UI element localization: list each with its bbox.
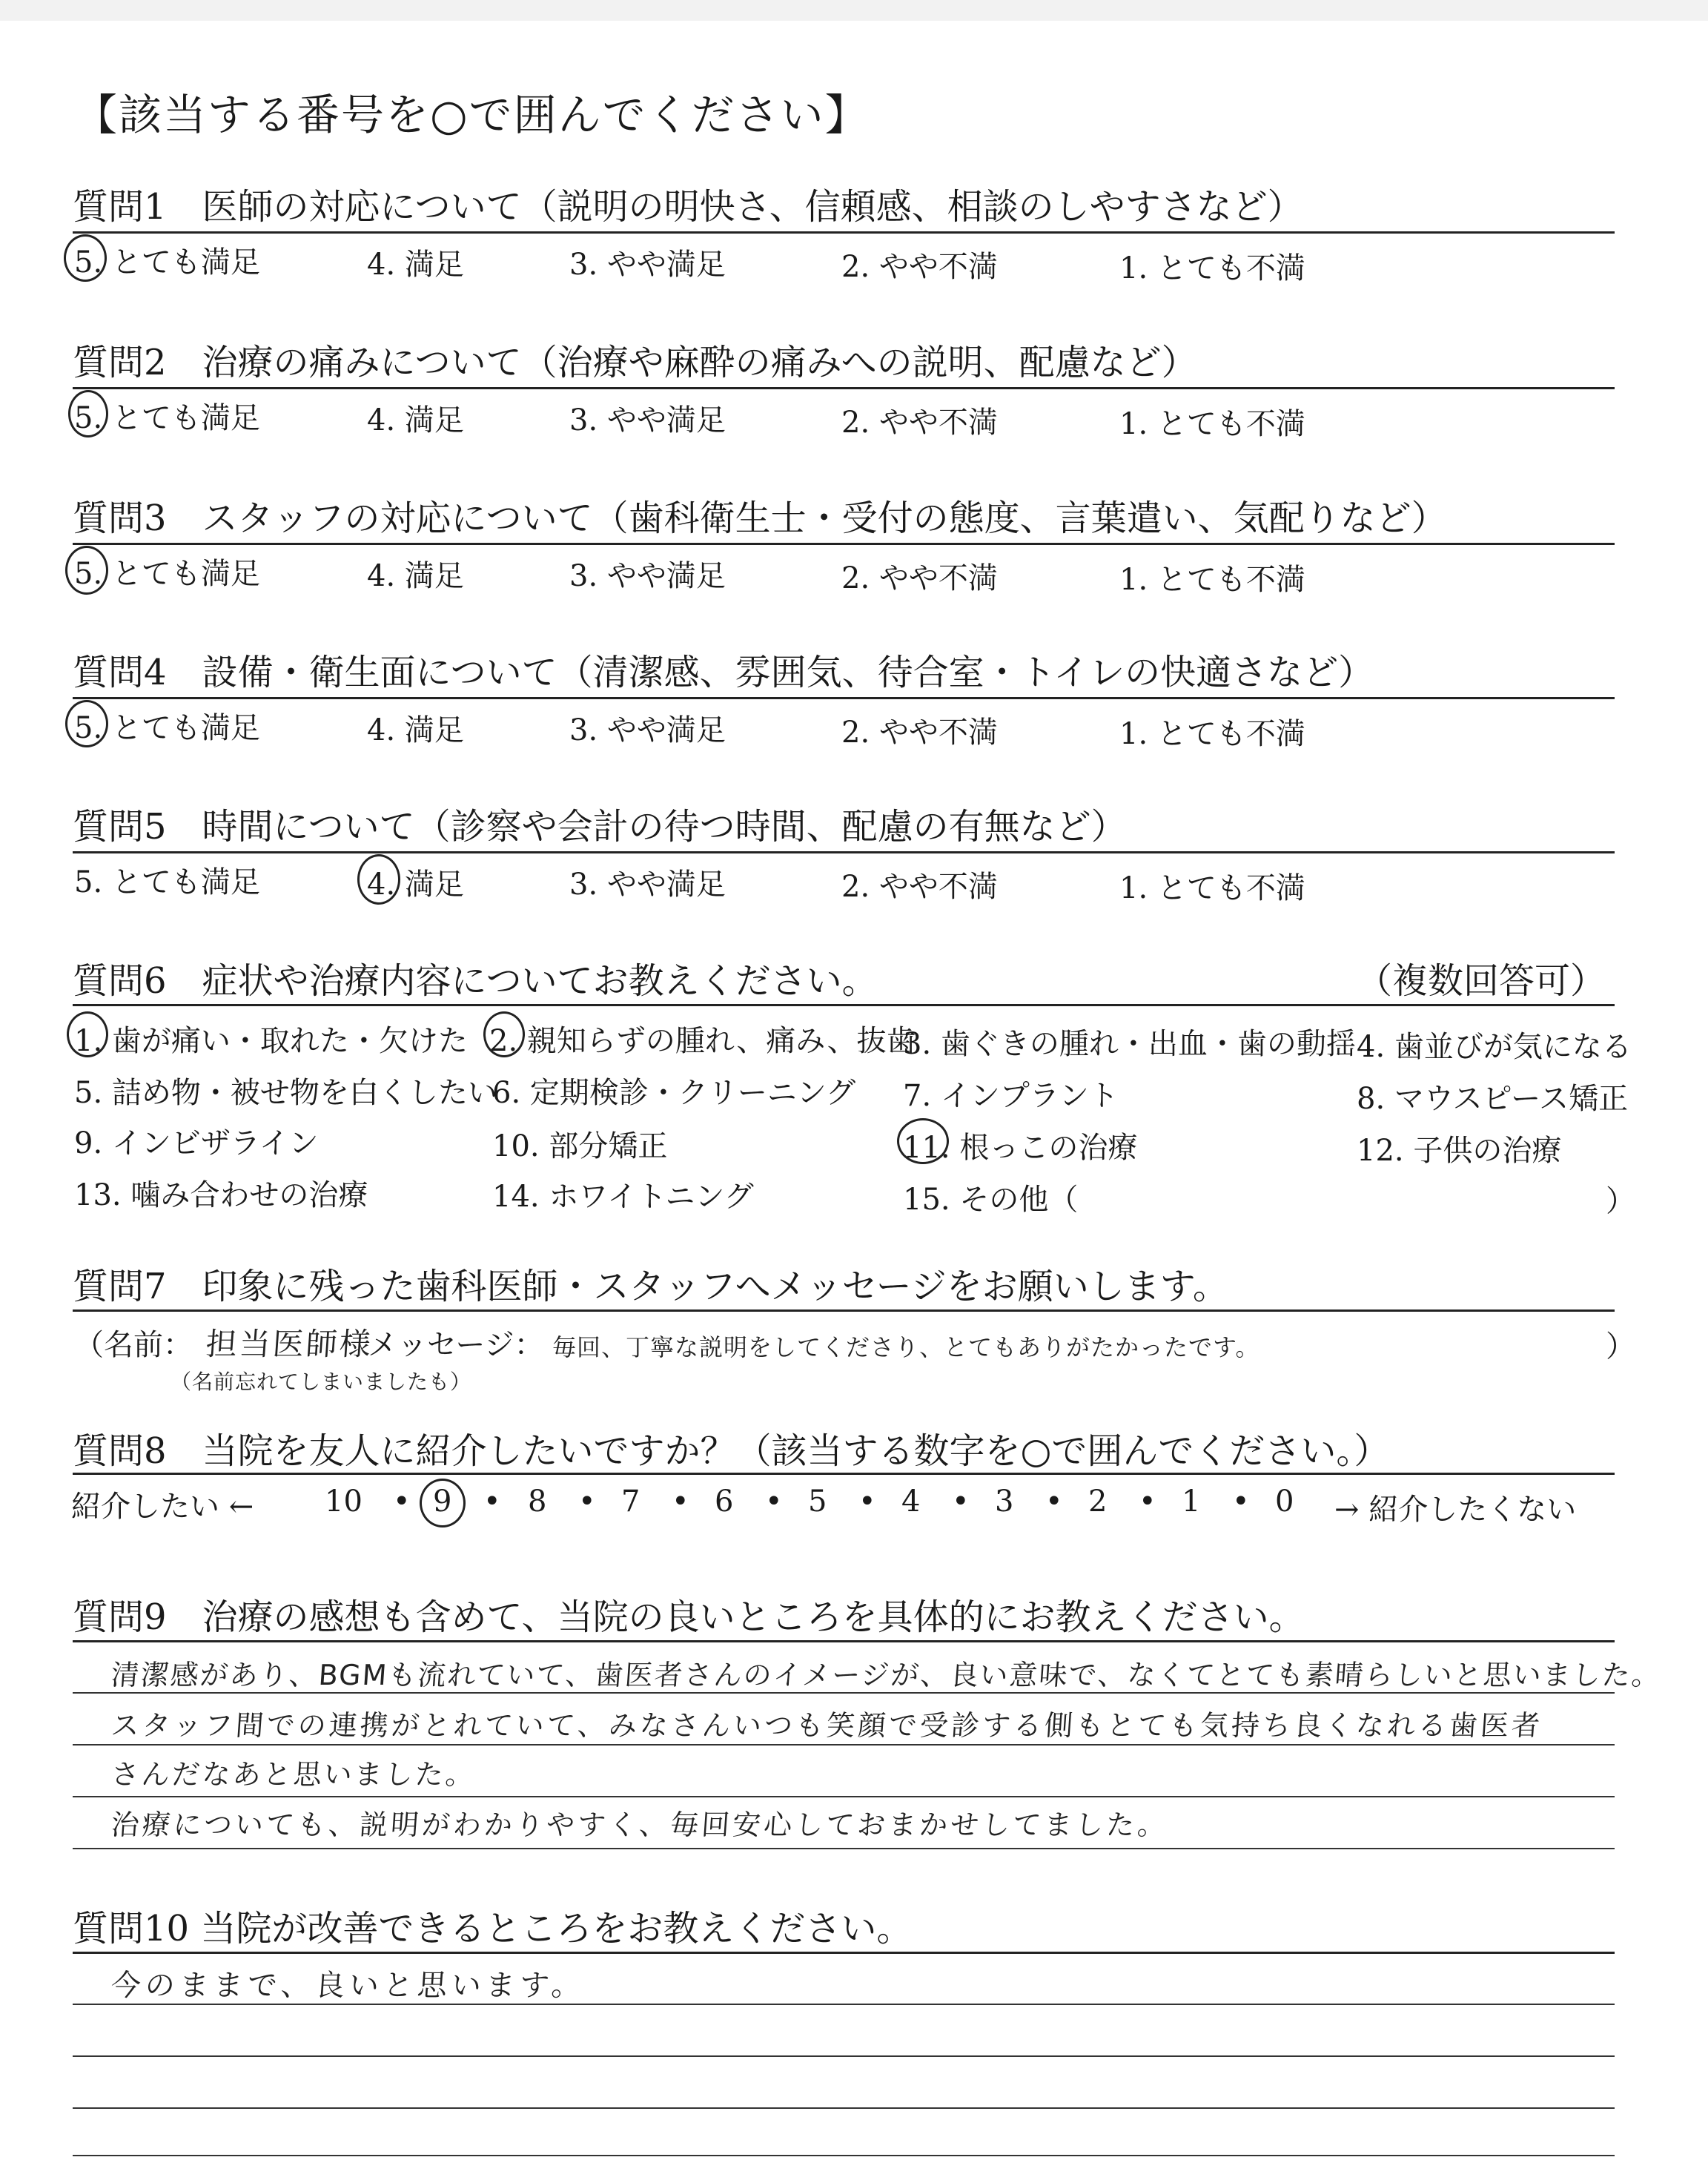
q8-scale-3[interactable]: 3: [995, 1484, 1014, 1519]
q7-message-value[interactable]: 毎回、丁寧な説明をしてくださり、とてもありがたかったです。: [552, 1333, 1260, 1361]
q2-option-2[interactable]: 2. やや不満: [841, 406, 998, 440]
q6-item-7[interactable]: 7. インプラント: [903, 1079, 1119, 1113]
question-1-rule: [73, 231, 1615, 234]
question-3-label: 質問3 スタッフの対応について（歯科衛生士・受付の態度、言葉遣い、気配りなど）: [73, 498, 1447, 539]
q1-option-2[interactable]: 2. やや不満: [841, 250, 998, 284]
q9-answer-line: [73, 1796, 1615, 1797]
q8-dot: •: [952, 1484, 970, 1519]
q8-dot: •: [483, 1484, 501, 1519]
q8-right-label: → 紹介したくない: [1334, 1493, 1577, 1527]
question-10-label: 質問10 当院が改善できるところをお教えください。: [73, 1908, 913, 1949]
q5-option-5[interactable]: 5. とても満足: [74, 865, 260, 899]
q9-answer-line: [73, 1848, 1615, 1849]
q8-scale-9[interactable]: 9: [433, 1484, 452, 1519]
q7-name-prefix: （名前：: [74, 1328, 193, 1362]
question-2-label: 質問2 治療の痛みについて（治療や麻酔の痛みへの説明、配慮など）: [73, 342, 1197, 383]
q8-scale-1[interactable]: 1: [1182, 1484, 1201, 1519]
question-9-label: 質問9 治療の感想も含めて、当院の良いところを具体的にお教えください。: [73, 1596, 1305, 1638]
question-5-label: 質問5 時間について（診察や会計の待つ時間、配慮の有無など）: [73, 806, 1127, 848]
q6-item-3[interactable]: 3. 歯ぐきの腫れ・出血・歯の動揺: [903, 1027, 1356, 1061]
q4-option-1[interactable]: 1. とても不満: [1119, 717, 1305, 751]
q8-dot: •: [1232, 1484, 1250, 1519]
q9-answer-line-3[interactable]: さんだなあと思いました。: [110, 1758, 477, 1791]
q6-item-12[interactable]: 12. 子供の治療: [1357, 1134, 1562, 1168]
q3-option-1[interactable]: 1. とても不満: [1119, 563, 1305, 597]
q2-option-5[interactable]: 5. とても満足: [74, 401, 260, 435]
question-7-rule: [73, 1309, 1615, 1312]
question-4-rule: [73, 697, 1615, 699]
q6-item-8[interactable]: 8. マウスピース矯正: [1357, 1082, 1629, 1116]
question-6-note: （複数回答可）: [1357, 960, 1606, 1002]
q9-answer-line-1[interactable]: 清潔感があり、BGMも流れていて、歯医者さんのイメージが、良い意味で、なくてとても素晴らしいと思いました。: [110, 1659, 1663, 1691]
q5-option-1[interactable]: 1. とても不満: [1119, 871, 1305, 905]
q9-answer-line: [73, 1744, 1615, 1745]
q4-option-4[interactable]: 4. 満足: [367, 713, 464, 747]
q7-name-note: （名前忘れてしまいましたも）: [171, 1370, 472, 1394]
q2-option-4[interactable]: 4. 満足: [367, 403, 464, 437]
q6-item-9[interactable]: 9. インビザライン: [74, 1126, 319, 1160]
question-10-rule: [73, 1952, 1615, 1954]
q6-item-10[interactable]: 10. 部分矯正: [492, 1129, 668, 1163]
question-6-rule: [73, 1004, 1615, 1006]
q2-option-3[interactable]: 3. やや満足: [569, 403, 726, 437]
q8-scale-0[interactable]: 0: [1275, 1484, 1294, 1519]
q10-answer-line: [73, 2107, 1615, 2109]
q1-option-3[interactable]: 3. やや満足: [569, 248, 726, 282]
q4-option-2[interactable]: 2. やや不満: [841, 716, 998, 750]
q8-dot: •: [672, 1484, 689, 1519]
q6-item-11[interactable]: 11. 根っこの治療: [903, 1131, 1138, 1165]
q3-option-5[interactable]: 5. とても満足: [74, 557, 260, 591]
q6-item-4[interactable]: 4. 歯並びが気になる: [1357, 1030, 1632, 1064]
q6-item-5[interactable]: 5. 詰め物・被せ物を白くしたい: [74, 1076, 497, 1110]
question-7-label: 質問7 印象に残った歯科医師・スタッフへメッセージをお願いします。: [73, 1266, 1228, 1307]
q6-item-6[interactable]: 6. 定期検診・クリーニング: [492, 1076, 856, 1110]
q1-option-4[interactable]: 4. 満足: [367, 248, 464, 282]
question-8-label: 質問8 当院を友人に紹介したいですか？（該当する数字を○で囲んでください。）: [73, 1430, 1390, 1472]
q7-message-prefix: メッセージ：: [368, 1328, 544, 1362]
q8-dot: •: [858, 1484, 876, 1519]
q8-left-label: 紹介したい ←: [71, 1490, 254, 1524]
q5-option-3[interactable]: 3. やや満足: [569, 868, 726, 902]
q8-scale-10[interactable]: 10: [325, 1484, 363, 1519]
q8-scale-7[interactable]: 7: [621, 1484, 640, 1519]
q4-option-5[interactable]: 5. とても満足: [74, 711, 260, 745]
q2-option-1[interactable]: 1. とても不満: [1119, 407, 1305, 441]
q1-option-5[interactable]: 5. とても満足: [74, 245, 260, 280]
q6-other-close-paren: ）: [1606, 1184, 1635, 1218]
question-4-label: 質問4 設備・衛生面について（清潔感、雰囲気、待合室・トイレの快適さなど）: [73, 652, 1374, 693]
q10-answer-line-1[interactable]: 今のままで、良いと思います。: [110, 1969, 587, 2003]
q7-close-paren: ）: [1606, 1330, 1635, 1364]
q1-option-1[interactable]: 1. とても不満: [1119, 251, 1305, 285]
q8-dot: •: [393, 1484, 411, 1519]
q5-option-4[interactable]: 4. 満足: [367, 868, 464, 902]
question-8-rule: [73, 1473, 1615, 1475]
q8-dot: •: [578, 1484, 596, 1519]
q8-scale-4[interactable]: 4: [901, 1484, 921, 1519]
q10-answer-line: [73, 2155, 1615, 2156]
q3-option-3[interactable]: 3. やや満足: [569, 559, 726, 593]
question-9-rule: [73, 1640, 1615, 1642]
q8-scale-2[interactable]: 2: [1088, 1484, 1108, 1519]
q6-item-2[interactable]: 2. 親知らずの腫れ、痛み、抜歯: [489, 1024, 916, 1058]
q5-option-2[interactable]: 2. やや不満: [841, 870, 998, 904]
q7-name-value[interactable]: 担当医師様: [205, 1326, 374, 1362]
q8-scale-6[interactable]: 6: [715, 1484, 734, 1519]
q10-answer-line: [73, 2055, 1615, 2057]
q9-answer-line-2[interactable]: スタッフ間での連携がとれていて、みなさんいつも笑顔で受診する側もとても気持ち良くなれる歯医者: [110, 1709, 1544, 1742]
q8-dot: •: [1139, 1484, 1156, 1519]
q8-dot: •: [765, 1484, 783, 1519]
q4-option-3[interactable]: 3. やや満足: [569, 713, 726, 747]
q8-dot: •: [1045, 1484, 1063, 1519]
q8-scale-8[interactable]: 8: [528, 1484, 547, 1519]
q3-option-4[interactable]: 4. 満足: [367, 559, 464, 593]
q8-scale-5[interactable]: 5: [808, 1484, 827, 1519]
question-1-label: 質問1 医師の対応について（説明の明快さ、信頼感、相談のしやすさなど）: [73, 186, 1303, 228]
scan-top-edge: [0, 0, 1708, 21]
q6-item-13[interactable]: 13. 噛み合わせの治療: [74, 1178, 368, 1212]
question-5-rule: [73, 851, 1615, 853]
q6-item-1[interactable]: 1. 歯が痛い・取れた・欠けた: [74, 1024, 468, 1058]
question-3-rule: [73, 543, 1615, 545]
page-title: 【該当する番号を○で囲んでください】: [74, 90, 870, 140]
question-6-label: 質問6 症状や治療内容についてお教えください。: [73, 960, 878, 1002]
q6-item-14[interactable]: 14. ホワイトニング: [492, 1180, 754, 1214]
question-2-rule: [73, 387, 1615, 389]
q3-option-2[interactable]: 2. やや不満: [841, 561, 998, 595]
q9-answer-line-4[interactable]: 治療についても、説明がわかりやすく、毎回安心しておまかせしてました。: [110, 1809, 1170, 1841]
q6-item-15[interactable]: 15. その他（: [903, 1183, 1079, 1217]
